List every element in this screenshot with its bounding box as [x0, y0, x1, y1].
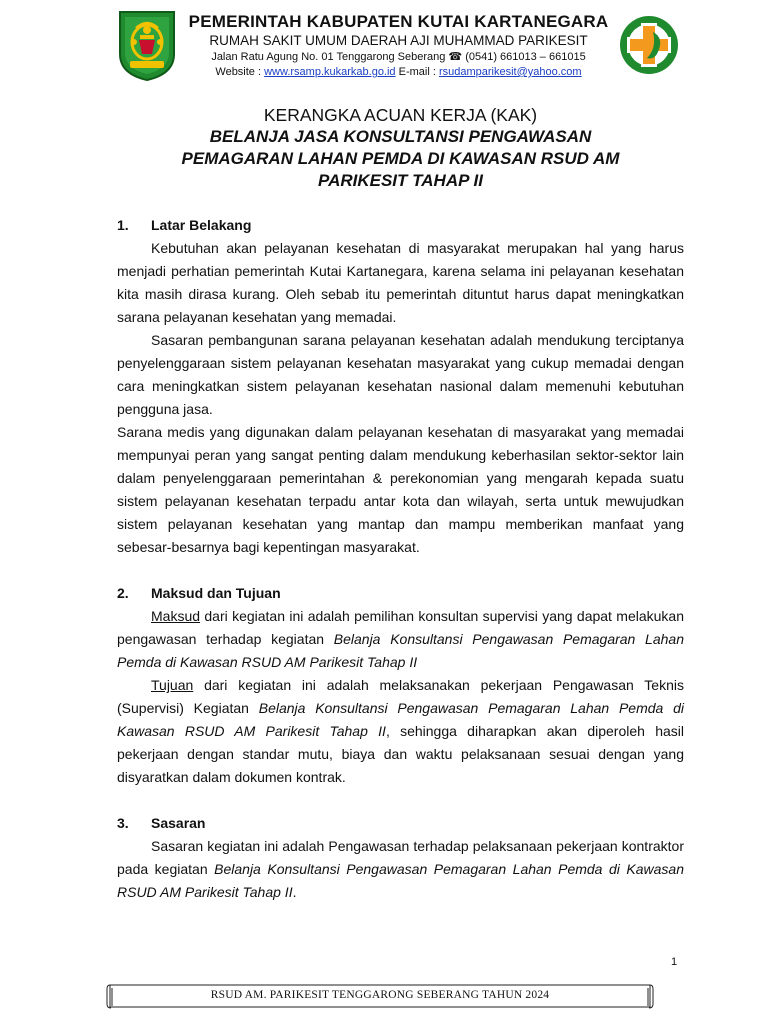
section-title: Latar Belakang	[151, 217, 252, 233]
text-run: dari kegiatan ini adalah melaksanakan pekerjaan Pengawasan Teknis (Supervisi) Kegiatan	[117, 677, 684, 716]
section-heading-3	[117, 812, 684, 835]
document-title	[117, 104, 684, 192]
title-line-1: KERANGKA ACUAN KERJA (KAK)	[263, 105, 538, 125]
hospital-name: RUMAH SAKIT UMUM DAERAH AJI MUHAMMAD PARIKESIT	[209, 33, 588, 48]
section-number: 2.	[117, 585, 129, 601]
paragraph: Kebutuhan akan pelayanan kesehatan di masyarakat merupakan hal yang harus menjadi perhatian pemerintah Kutai Kartanegara, karena selama ini pelayanan kesehatan kita masih dirasa kurang. Oleh sebab itu pemerintah dituntut harus dapat meningkatkan sarana pelayanan kesehatan yang memadai.	[117, 240, 684, 325]
italic-activity-name: Belanja Konsultansi Pengawasan Pemagaran Lahan Pemda di Kawasan RSUD AM Parikesit Tahap II	[117, 631, 684, 670]
phone-icon: ☎	[448, 51, 463, 63]
italic-activity-name: Belanja Konsultansi Pengawasan Pemagaran Lahan Pemda di Kawasan RSUD AM Parikesit Tahap II	[117, 861, 685, 900]
phone-number: (0541) 661013 – 661015	[465, 51, 586, 63]
government-name: PEMERINTAH KABUPATEN KUTAI KARTANEGARA	[188, 12, 609, 31]
section-heading-1	[117, 214, 684, 237]
title-line-3: PEMAGARAN LAHAN PEMDA DI KAWASAN RSUD AM	[181, 149, 620, 168]
title-line-2: BELANJA JASA KONSULTANSI PENGAWASAN	[209, 127, 592, 146]
page-number: 1	[671, 956, 678, 968]
footer-text: RSUD AM. PARIKESIT TENGGARONG SEBERANG TAHUN 2024	[210, 989, 550, 1001]
paragraph: Sarana medis yang digunakan dalam pelayanan kesehatan di masyarakat yang memadai mempunyai peran yang sangat penting dalam mendukung keberhasilan sektor-sektor lain dalam penyelenggaraan pemerintahan & perekonomian yang mengarah kepada suatu sistem pelayanan kesehatan terpadu antar kota dan wilayah, serta untuk mewujudkan sistem pelayanan kesehatan yang mantap dan mampu memberikan manfaat yang sebesar-besarnya bagi kepentingan masyarakat.	[117, 424, 684, 555]
hospital-logo	[613, 8, 685, 82]
underlined-term: Maksud	[151, 608, 201, 624]
italic-activity-name: Belanja Konsultansi Pengawasan Pemagaran Lahan Pemda di Kawasan RSUD AM Parikesit Tahap II	[117, 700, 685, 739]
letterhead	[110, 6, 690, 92]
website-label: Website :	[215, 66, 262, 78]
paragraph: Sasaran pembangunan sarana pelayanan kesehatan adalah mendukung terciptanya penyelenggaraan sistem pelayanan kesehatan masyarakat yang cukup memadai dengan cara meningkatkan sistem pelayanan kesehatan nasional dalam memenuhi kebutuhan pengguna jasa.	[117, 332, 684, 417]
title-line-4: PARIKESIT TAHAP II	[318, 171, 483, 190]
letterhead-text	[186, 12, 611, 79]
website-link[interactable]: www.rsamp.kukarkab.go.id	[264, 66, 396, 78]
text-run: dari kegiatan ini adalah pemilihan konsultan supervisi yang dapat melakukan pengawasan terhadap kegiatan	[117, 608, 684, 647]
footer-banner	[106, 983, 654, 1009]
spacer	[117, 789, 684, 812]
text-run: , sehingga diharapkan akan diperoleh hasil pekerjaan dengan standar mutu, biaya dan waktu pelaksanaan sesuai dengan yang disyaratkan dalam dokumen kontrak.	[117, 723, 684, 785]
paragraph-sasaran	[117, 835, 684, 904]
section-number: 3.	[117, 815, 129, 831]
section-number: 1.	[117, 217, 129, 233]
section-title: Maksud dan Tujuan	[151, 585, 281, 601]
email-link[interactable]: rsudamparikesit@yahoo.com	[438, 66, 582, 78]
address: Jalan Ratu Agung No. 01 Tenggarong Seberang	[211, 51, 446, 63]
email-label: E-mail :	[398, 66, 436, 78]
address-line	[186, 50, 611, 65]
underlined-term: Tujuan	[151, 677, 194, 693]
spacer	[117, 559, 684, 582]
text-run: Sasaran kegiatan ini adalah Pengawasan terhadap pelaksanaan pekerjaan kontraktor pada kegiatan	[117, 838, 684, 877]
paragraph-maksud	[117, 605, 684, 674]
paragraph-tujuan	[117, 674, 684, 789]
kutai-kartanegara-emblem	[116, 8, 178, 82]
section-title: Sasaran	[151, 815, 206, 831]
text-run: .	[292, 884, 297, 900]
document-body	[117, 214, 684, 904]
section-heading-2	[117, 582, 684, 605]
contact-line	[186, 65, 611, 79]
